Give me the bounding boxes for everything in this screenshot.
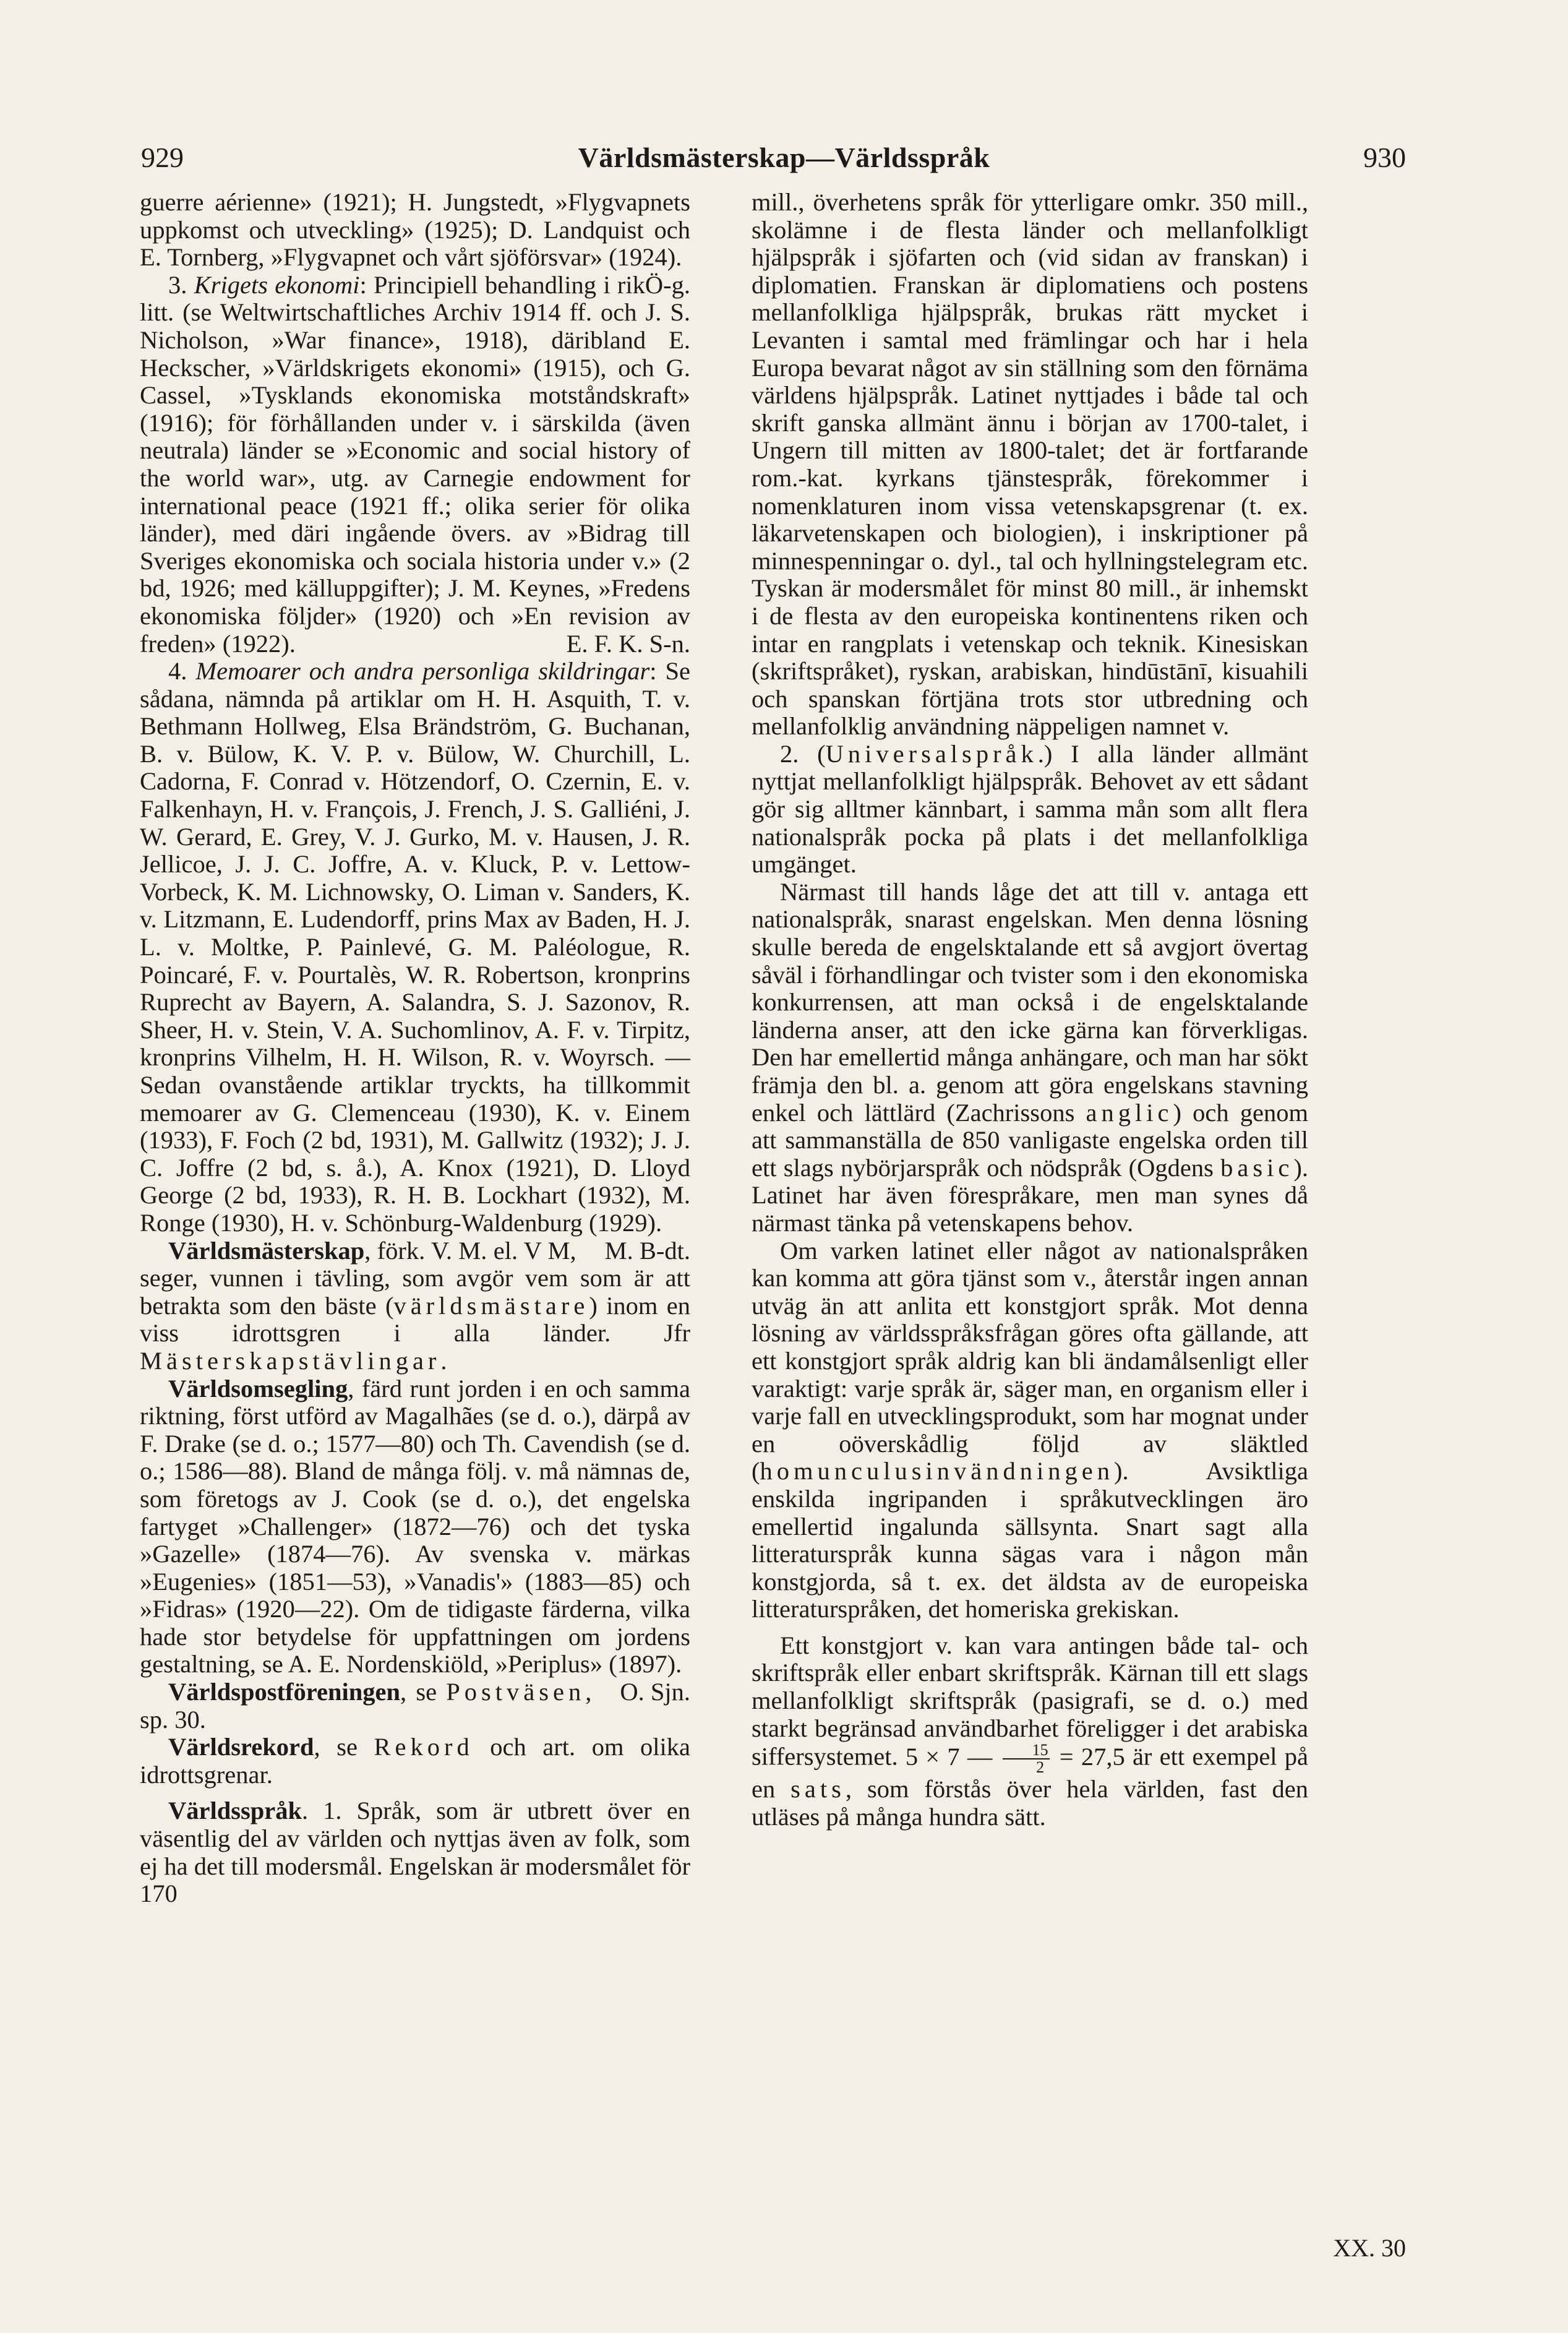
spaced-term: sats xyxy=(790,1775,846,1803)
signature: Ö-g. xyxy=(645,270,690,299)
subheading: Memoarer och andra personliga skildringar xyxy=(195,657,650,685)
headword: Världsspråk xyxy=(168,1797,302,1825)
headword: Världspostföreningen xyxy=(168,1678,401,1706)
paragraph: guerre aérienne» (1921); H. Jungstedt, »Flygvapnets uppkomst och utveckling» (1925); D. Landquist och E. Tornberg, »Flygvapnet och vårt sjöförsvar» (1924). Ö-g. xyxy=(140,188,690,299)
paragraph: 4. Memoarer och andra personliga skildringar: Se sådana, nämnda på artiklar om H. H. Asquith, T. v. Bethmann Hollweg, Elsa Brändström, G. Buchanan, B. v. Bülow, K. V. P. v. Bülow, W. Churchill, L. Cadorna, F. Conrad v. Hötzendorf, O. Czernin, E. v. Falkenhayn, H. v. François, J. French, J. S. Galliéni, J. W. Gerard, E. Grey, V. J. Gurko, M. v. Hausen, J. R. Jellicoe, J. J. C. Joffre, A. v. Kluck, P. v. Lettow-Vorbeck, K. M. Lichnowsky, O. Liman v. Sanders, K. v. Litzmann, E. Ludendorff, prins Max av Baden, H. J. L. v. Moltke, P. Painlevé, G. M. Paléologue, R. Poincaré, F. v. Pourtalès, W. R. Robertson, kronprins Ruprecht av Bayern, A. Salandra, S. J. Sazonov, R. Sheer, H. v. Stein, V. A. Suchomlinov, A. F. v. Tirpitz, kronprins Vilhelm, H. H. Wilson, R. v. Woyrsch. — Sedan ovanstående artiklar tryckts, ha tillkommit memoarer av G. Clemenceau (1930), K. v. Einem (1933), F. Foch (2 bd, 1931), M. Gallwitz (1932); J. J. C. Joffre (2 bd, s. å.), A. Knox (1921), D. Lloyd George (2 bd, 1933), R. H. B. Lockhart (1932), M. Ronge (1930), H. v. Schönburg-Waldenburg (1929). M. B-dt. xyxy=(140,657,690,1265)
signature: O. Sjn. xyxy=(620,1678,690,1706)
signature: E. F. K. S-n. xyxy=(566,629,690,658)
paragraph: Ett konstgjort v. kan vara antingen både tal- och skriftspråk eller enbart skriftspråk. Kärnan till ett slags mellanfolkligt skriftspråk (pasigrafi, se d. o.) med starkt begränsad användbarhet föreligger i det arabiska siffersystemet. 5 × 7 — $\frac{15}{2}$ = 27,5 är ett exempel på en sats, som förstås över hela världen, fast den utläses på många hundra sätt. xyxy=(752,1631,1309,1831)
equation: 5 × 7 — $\frac{15}{2}$ = 27,5 xyxy=(905,1741,1125,1777)
spaced-term: anglic xyxy=(1086,1098,1173,1127)
entry: Världsrekord, se Rekord och art. om olika idrottsgrenar. xyxy=(140,1733,690,1789)
paragraph: mill., överhetens språk för ytterligare omkr. 350 mill., skolämne i de flesta länder och mellanfolkligt hjälpspråk i sjöfarten och (vid sidan av franskan) i diplomatien. Franskan är diplomatiens och postens mellanfolkliga hjälpspråk, brukas rätt mycket i Levanten i samtal med främlingar och har i hela Europa bevarat något av sin ställning som den förnäma världens hjälpspråk. Latinet nyttjades i både tal och skrift ganska allmänt ännu i början av 1700-talet, i Ungern till mitten av 1800-talet; det är fortfarande rom.-kat. kyrkans tjänstespråk, förekommer i nomenklaturen inom vissa vetenskapsgrenar (t. ex. läkarvetenskapen och biologien), i inskriptioner på minnespenningar o. dyl., tal och hyllningstelegram etc. Tyskan är modersmålet för minst 80 mill., är inhemskt i de flesta av den europeiska kontinentens riken och intar en rangplats i vetenskap och teknik. Kinesiskan (skriftspråket), ryskan, arabiskan, hindūstānī, kisuahili och spanskan förtjäna trots stor utbredning och mellanfolklig användning näppeligen namnet v. xyxy=(752,188,1308,741)
left-column xyxy=(140,189,690,1908)
paragraph: 3. Krigets ekonomi: Principiell behandling i rik litt. (se Weltwirtschaftliches Archiv 1914 ff. och J. S. Nicholson, »War finance», 1918), däribland E. Heckscher, »Världskrigets ekonomi» (1915), och G. Cassel, »Tysklands ekonomiska motståndskraft» (1916); för förhållanden under v. i särskilda (även neutrala) länder se »Economic and social history of the world war», utg. av Carnegie endowment for international peace (1921 ff.; olika serier för olika länder), med däri ingående övers. av »Bidrag till Sveriges ekonomiska och sociala historia under v.» (2 bd, 1926; med källuppgifter); J. M. Keynes, »Fredens ekonomiska följder» (1920) och »En revision av freden» (1922). E. F. K. S-n. xyxy=(140,270,690,658)
headword: Världsrekord xyxy=(168,1733,314,1761)
fraction: $\frac{15}{2}$ xyxy=(1003,1742,1050,1776)
paragraph: Närmast till hands låge det att till v. antaga ett nationalspråk, snarast engelskan. Men denna lösning skulle bereda de engelsktalande ett så avgjort övertag såväl i förhandlingar och tvister som i den ekonomiska konkurrensen, att man också i de engelsktalande länderna anser, att den icke gärna kan förverkligas. Den har emellertid många anhängare, och man har sökt främja den bl. a. genom att göra engelskans stavning enkel och lättlärd (Zachrissons anglic) och genom att sammanställa de 850 vanligaste engelska orden till ett slags nybörjarspråk och nödspråk (Ogdens basic). Latinet har även förespråkare, men man synes då närmast tänka på vetenskapens behov. xyxy=(752,877,1308,1237)
spaced-term: basic xyxy=(1220,1153,1294,1182)
paragraph: 2. (Universalspråk.) I alla länder allmänt nyttjat mellanfolkligt hjälpspråk. Behovet av ett sådant gör sig alltmer kännbart, i samma mån som allt flera nationalspråk pocka på plats i det mellanfolkliga umgänget. xyxy=(752,739,1308,879)
cross-reference: Mästerskapstävlingar xyxy=(140,1346,441,1375)
page-number-right: 930 xyxy=(1363,142,1406,173)
entry: Världspostföreningen, se Postväsen, sp. 30. xyxy=(140,1678,592,1734)
running-title: Världsmästerskap—Världsspråk xyxy=(578,142,990,173)
running-head xyxy=(0,141,1568,178)
headword: Världsmästerskap xyxy=(168,1236,365,1265)
entry: Världsmästerskap, förk. V. M. el. V M, seger, vunnen i tävling, som avgör vem som är att betrakta som den bäste (världsmästare) inom en viss idrottsgren i alla länder. Jfr Mästerskapstävlingar. xyxy=(140,1236,690,1375)
right-column xyxy=(752,189,1308,1831)
subheading: Krigets ekonomi xyxy=(194,270,360,299)
entry: Världsomsegling, färd runt jorden i en och samma riktning, först utförd av Magalhães (se d. o.), därpå av F. Drake (se d. o.; 1577—80) och Th. Cavendish (se d. o.; 1586—88). Bland de många följ. v. må nämnas de, som företogs av J. Cook (se d. o.), det engelska fartyget »Challenger» (1872—76) och det tyska »Gazelle» (1874—76). Av svenska v. märkas »Eugenies» (1851—53), »Vanadis'» (1883—85) och »Fidras» (1920—22). Om de tidigaste färderna, vilka hade stor betydelse för uppfattningen om jordens gestaltning, se A. E. Nordenskiöld, »Periplus» (1897). O. Sjn. xyxy=(140,1374,690,1706)
spaced-term: homunculusinvändningen xyxy=(760,1457,1114,1485)
spaced-term: världsmästare xyxy=(393,1291,589,1320)
cross-reference: Rekord xyxy=(374,1733,474,1761)
headword: Världsomsegling xyxy=(168,1374,348,1403)
spaced-term: Universalspråk xyxy=(825,739,1038,768)
entry: Världsspråk. 1. Språk, som är utbrett över en väsentlig del av världen och nyttjas även av folk, som ej ha det till modersmål. Engelskan är modersmålet för 170 xyxy=(140,1797,690,1908)
signature-mark: XX. 30 xyxy=(1333,2234,1406,2262)
cross-reference: Postväsen xyxy=(446,1678,586,1706)
paragraph: Om varken latinet eller något av nationalspråken kan komma att göra tjänst som v., återstår ingen annan utväg än att anlita ett konstgjort språk. Mot denna lösning av världsspråksfrågan göres ofta gällande, att ett konstgjort språk aldrig kan bli ändamålsenligt eller varaktigt: varje språk är, säger man, en organism eller i varje fall en utvecklingsprodukt, som har mognat under en oöverskådlig följd av släktled (homunculusinvändningen). Avsiktliga enskilda ingripanden i språkutvecklingen äro emellertid ingalunda sällsynta. Snart sagt alla litteraturspråk kunna sägas vara i någon mån konstgjorda, så t. ex. det äldsta av de europeiska litteraturspråken, det homeriska grekiskan. xyxy=(752,1236,1308,1623)
page-number-left: 929 xyxy=(141,142,184,173)
signature: M. B-dt. xyxy=(604,1236,690,1265)
